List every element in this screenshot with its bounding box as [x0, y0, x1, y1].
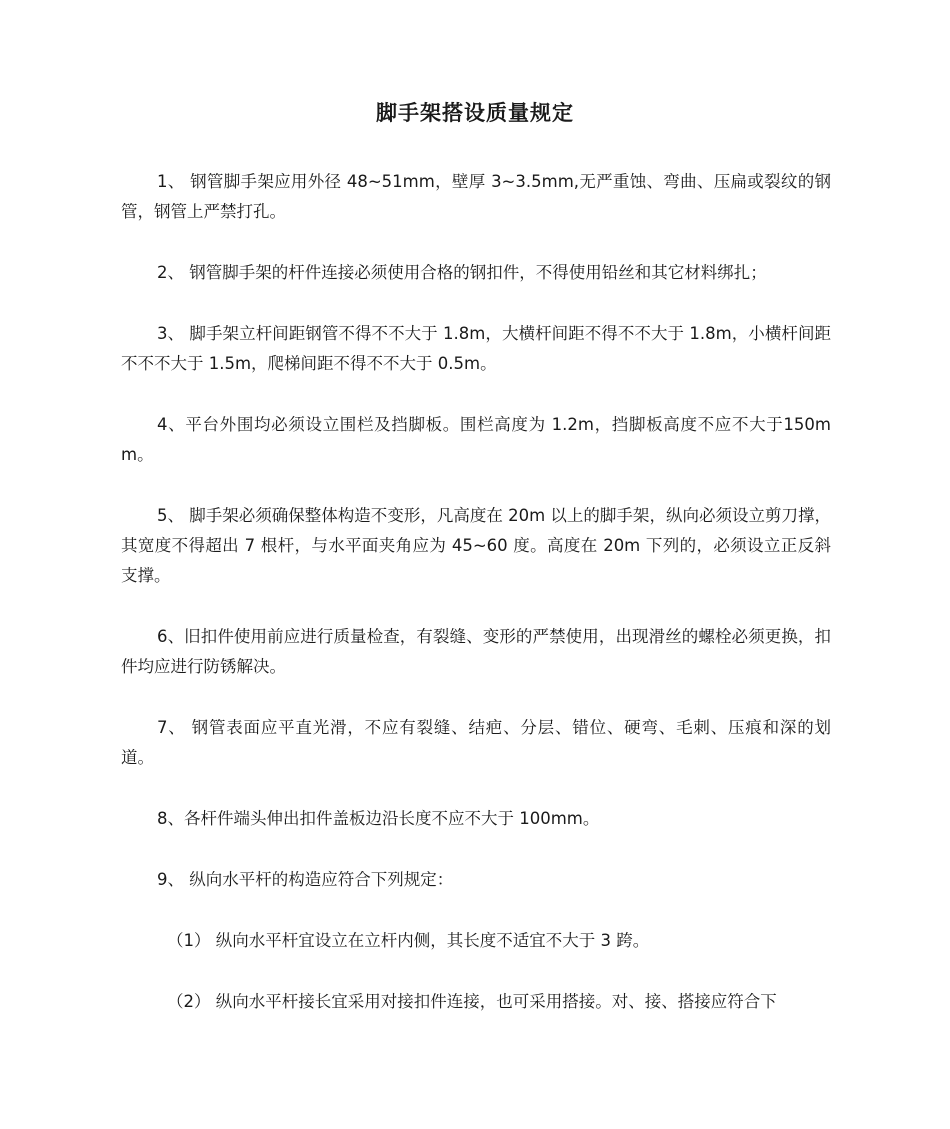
- paragraph-4: 4、平台外围均必须设立围栏及挡脚板。围栏高度为 1.2m，挡脚板高度不应不大于150mm。: [121, 415, 831, 464]
- paragraph-1: 1、 钢管脚手架应用外径 48~51mm，壁厚 3~3.5mm,无严重蚀、弯曲、压扁或裂纹的钢管，钢管上严禁打孔。: [121, 172, 831, 221]
- paragraph-9: 9、 纵向水平杆的构造应符合下列规定：: [157, 870, 454, 889]
- paragraph-9-item-1: （1） 纵向水平杆宜设立在立杆内侧，其长度不适宜不大于 3 跨。: [167, 931, 650, 950]
- paragraph-9-item-2: （2） 纵向水平杆接长宜采用对接扣件连接，也可采用搭接。对、接、搭接应符合下: [167, 992, 777, 1011]
- paragraph-2: 2、 钢管脚手架的杆件连接必须使用合格的钢扣件，不得使用铅丝和其它材料绑扎；: [157, 263, 767, 282]
- document-title: 脚手架搭设质量规定: [376, 101, 574, 125]
- paragraph-3: 3、 脚手架立杆间距钢管不得不不大于 1.8m，大横杆间距不得不不大于 1.8m，小横杆间距不不不大于 1.5m，爬梯间距不得不不大于 0.5m。: [121, 324, 831, 373]
- paragraph-6: 6、旧扣件使用前应进行质量检查，有裂缝、变形的严禁使用，出现滑丝的螺栓必须更换，扣件均应进行防锈解决。: [121, 627, 831, 676]
- document-body: [121, 167, 831, 1048]
- paragraph-7: 7、 钢管表面应平直光滑，不应有裂缝、结疤、分层、错位、硬弯、毛刺、压痕和深的划道。: [121, 718, 831, 767]
- paragraph-8: 8、各杆件端头伸出扣件盖板边沿长度不应不大于 100mm。: [157, 809, 600, 828]
- paragraph-5: 5、 脚手架必须确保整体构造不变形，凡高度在 20m 以上的脚手架，纵向必须设立剪刀撑，其宽度不得超出 7 根杆，与水平面夹角应为 45~60 度。高度在 20m 下列的，必须设立正反斜支撑。: [121, 506, 831, 585]
